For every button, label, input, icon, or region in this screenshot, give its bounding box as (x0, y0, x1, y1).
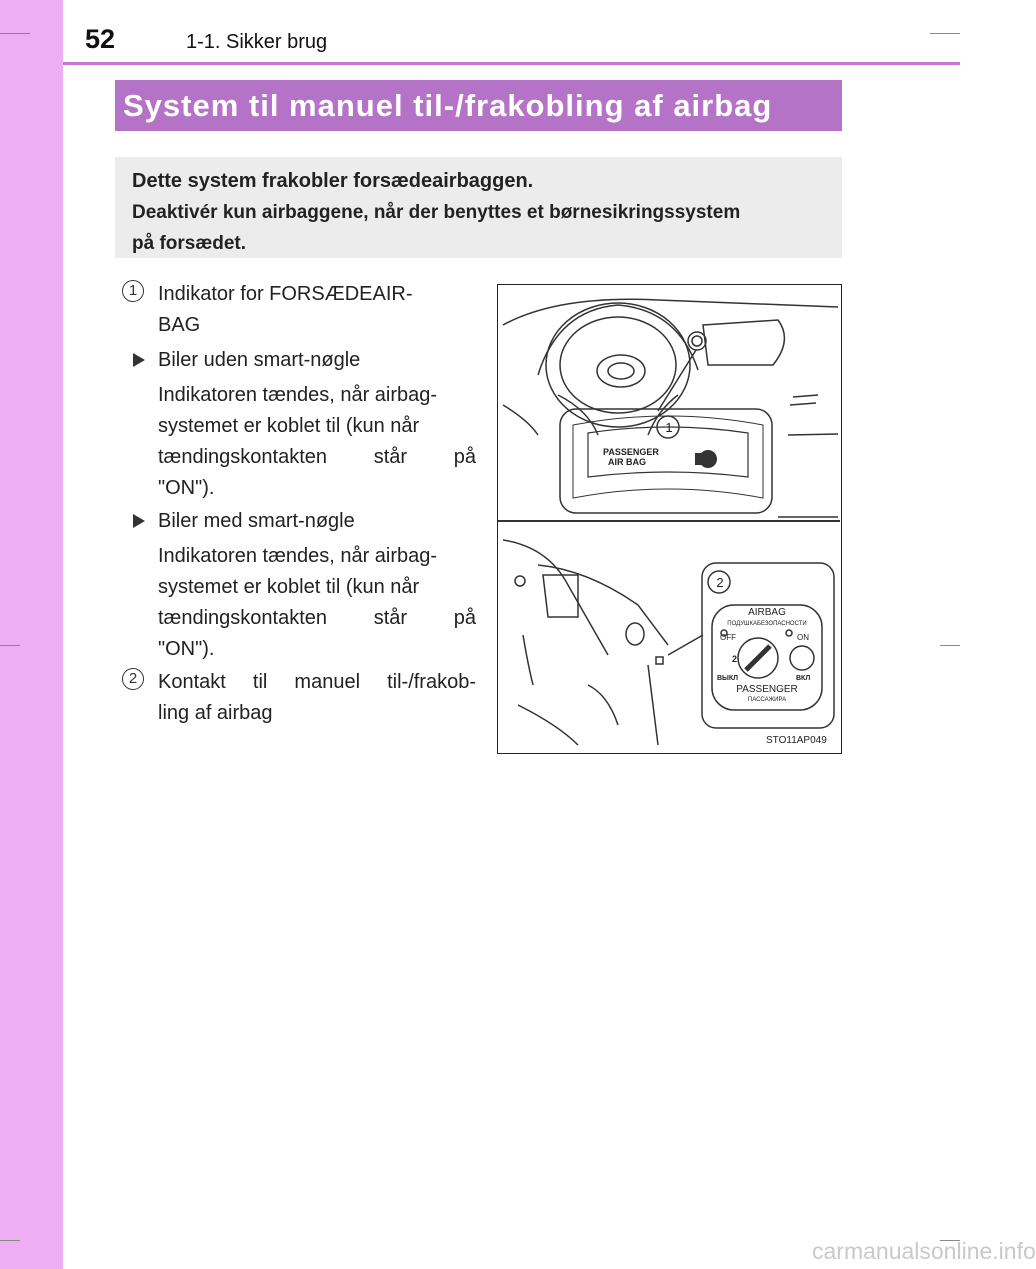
intro-line: på forsædet. (132, 233, 247, 254)
intro-line: Dette system frakobler forsædeairbaggen. (132, 170, 534, 192)
callout-number: 2 (716, 575, 724, 590)
seat-number: 2 (732, 654, 738, 664)
airbag-illustration (497, 284, 842, 754)
switch-on-ru: ВКЛ (796, 675, 811, 682)
variant-heading-text: Biler uden smart-nøgle (158, 349, 361, 371)
figure-code: STO11AP049 (766, 735, 827, 746)
item-label: Indikator for FORSÆDEAIR- (158, 283, 413, 305)
indicator-label: AIR BAG (608, 457, 646, 467)
item-label: BAG (158, 314, 201, 336)
intro-box (115, 157, 842, 258)
header-rule (63, 62, 960, 65)
variant-text: "ON"). (158, 477, 215, 499)
item-number-badge: 2 (122, 668, 144, 690)
intro-line: Deaktivér kun airbaggene, når der benyttes et børnesikringssystem (132, 202, 741, 223)
variant-heading (133, 345, 360, 376)
variant-text: "ON"). (158, 638, 215, 660)
item-label: Kontakt til manuel til-/frakob- (158, 671, 476, 693)
variant-heading (133, 506, 355, 537)
item-number-badge: 1 (122, 280, 144, 302)
illustration-drawing (498, 285, 840, 752)
switch-title: AIRBAG (748, 607, 786, 618)
page-title: System til manuel til-/frakobling af airbag (115, 80, 842, 131)
switch-title-ru: ПОДУШКАБЕЗОПАСНОСТИ (727, 621, 807, 627)
page-side-tab (0, 0, 63, 1269)
variant-text: systemet er koblet til (kun når (158, 576, 420, 598)
callout-number: 1 (665, 420, 673, 435)
arrow-icon (133, 353, 145, 367)
watermark: carmanualsonline.info (812, 1238, 1036, 1264)
crop-mark (940, 645, 960, 646)
switch-off-label: OFF (720, 633, 736, 642)
crop-mark (0, 1240, 20, 1241)
variant-text: systemet er koblet til (kun når (158, 415, 420, 437)
variant-text: Indikatoren tændes, når airbag- (158, 384, 438, 406)
indicator-on-label: ON (723, 456, 735, 465)
variant-text: tændingskontakten står på (158, 446, 476, 468)
item-label: ling af airbag (158, 702, 273, 724)
switch-passenger-ru: ПАССАЖИРА (747, 697, 787, 703)
section-label: 1-1. Sikker brug (186, 31, 328, 53)
arrow-icon (133, 514, 145, 528)
page-number: 52 (85, 24, 116, 54)
variant-text: tændingskontakten står på (158, 607, 476, 629)
variant-heading-text: Biler med smart-nøgle (158, 510, 355, 532)
switch-off-ru: ВЫКЛ (717, 675, 739, 682)
variant-text: Indikatoren tændes, når airbag- (158, 545, 438, 567)
crop-mark (0, 645, 20, 646)
indicator-label: PASSENGER (603, 447, 659, 457)
switch-on-label: ON (797, 633, 809, 642)
crop-mark (930, 33, 960, 34)
switch-passenger: PASSENGER (736, 684, 798, 695)
crop-mark (0, 33, 30, 34)
